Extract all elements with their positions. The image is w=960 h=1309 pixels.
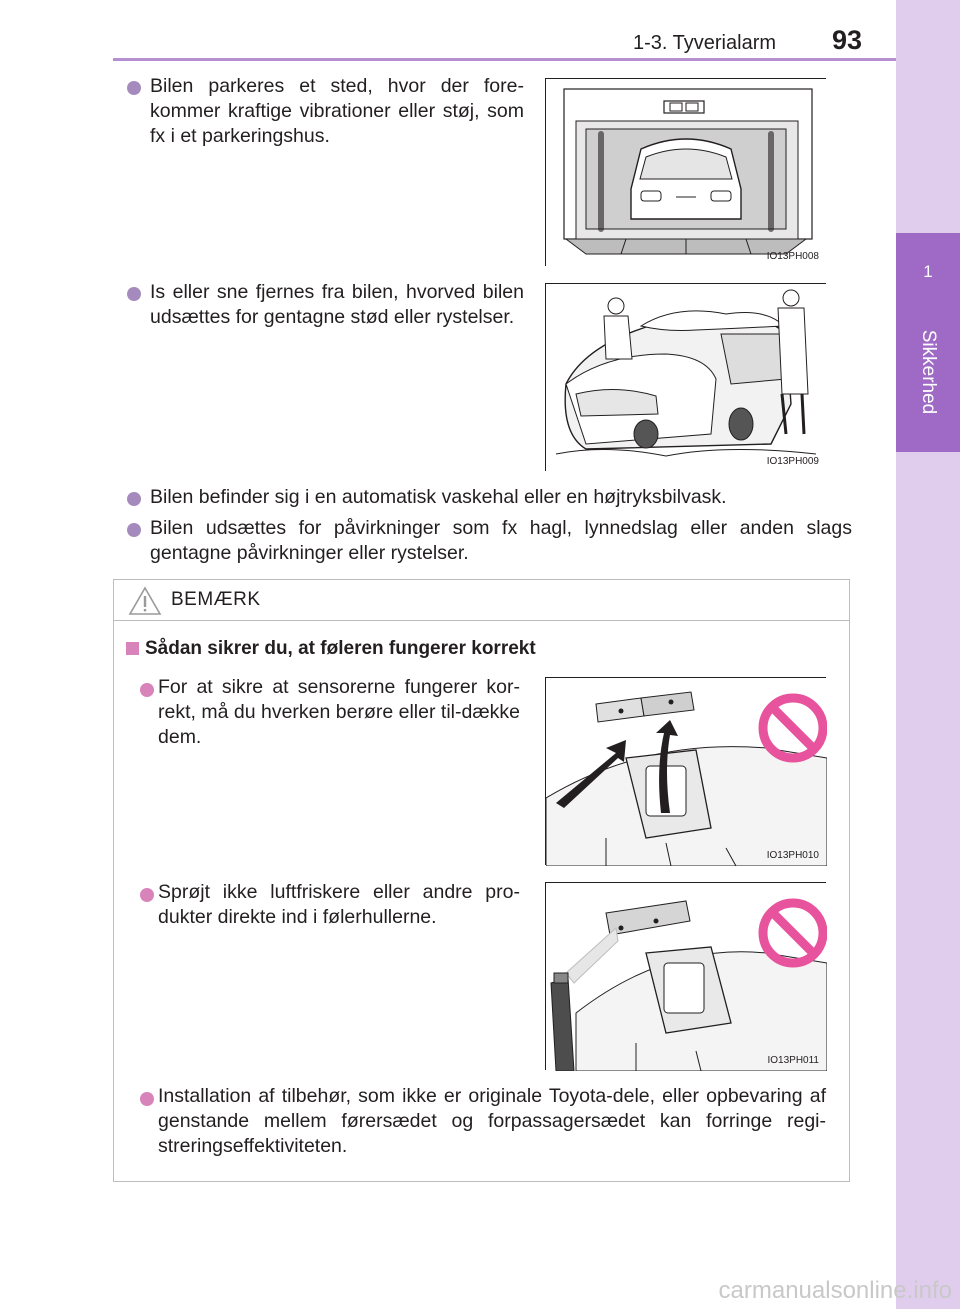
bullet-icon bbox=[140, 888, 154, 902]
figure-spray bbox=[545, 882, 826, 1070]
notice-item-text: Sprøjt ikke luftfriskere eller andre pro-dukter direkte ind i følerhullerne. bbox=[158, 881, 520, 928]
sensor-touch-illustration bbox=[546, 678, 827, 866]
bullet-text: Bilen befinder sig i en automatisk vaskehal eller en højtryksbilvask. bbox=[150, 486, 727, 508]
bullet-icon bbox=[140, 1092, 154, 1106]
bullet-text: Bilen udsættes for påvirkninger som fx hagl, lynnedslag eller anden slags gentagne påvirkninger eller rystelser. bbox=[150, 517, 852, 564]
bullet-text: Bilen parkeres et sted, hvor der fore-kommer kraftige vibrationer eller støj, som fx i et parkeringshus. bbox=[150, 75, 524, 147]
notice-item-text: For at sikre at sensorerne fungerer kor-rekt, må du hverken berøre eller til-dække dem. bbox=[158, 676, 520, 748]
bullet-icon bbox=[127, 287, 141, 301]
figure-car-wash bbox=[545, 78, 826, 266]
section-title: 1-3. Tyverialarm bbox=[633, 32, 777, 54]
header-rule bbox=[113, 58, 896, 61]
notice-subheading: Sådan sikrer du, at føleren fungerer korrekt bbox=[145, 638, 536, 659]
bullet-icon bbox=[127, 81, 141, 95]
spray-illustration bbox=[546, 883, 827, 1071]
notice-item-text: Installation af tilbehør, som ikke er originale Toyota-dele, eller opbevaring af genstande mellem førersædet og forpassagersædet kan forringe regi-streringseffektiviteten. bbox=[158, 1085, 826, 1157]
warning-triangle-icon bbox=[128, 586, 162, 616]
notice-title: BEMÆRK bbox=[171, 589, 261, 610]
chapter-number: 1 bbox=[923, 262, 933, 281]
subheading-marker-icon bbox=[126, 642, 139, 655]
car-wash-illustration bbox=[546, 79, 827, 267]
figure-code: IO13PH009 bbox=[766, 456, 819, 467]
figure-code: IO13PH008 bbox=[766, 251, 819, 262]
page-number: 93 bbox=[832, 25, 863, 55]
figure-code: IO13PH011 bbox=[767, 1055, 819, 1066]
bullet-icon bbox=[140, 683, 154, 697]
chapter-tab-strip bbox=[896, 0, 960, 1309]
bullet-text: Is eller sne fjernes fra bilen, hvorved bilen udsættes for gentagne stød eller rystelser. bbox=[150, 281, 524, 328]
figure-sensor-touch bbox=[545, 677, 826, 865]
watermark: carmanualsonline.info bbox=[718, 1277, 952, 1304]
figure-snow-removal bbox=[545, 283, 826, 471]
bullet-icon bbox=[127, 523, 141, 537]
notice-divider bbox=[114, 620, 849, 621]
bullet-icon bbox=[127, 492, 141, 506]
figure-code: IO13PH010 bbox=[766, 850, 819, 861]
snow-removal-illustration bbox=[546, 284, 827, 472]
